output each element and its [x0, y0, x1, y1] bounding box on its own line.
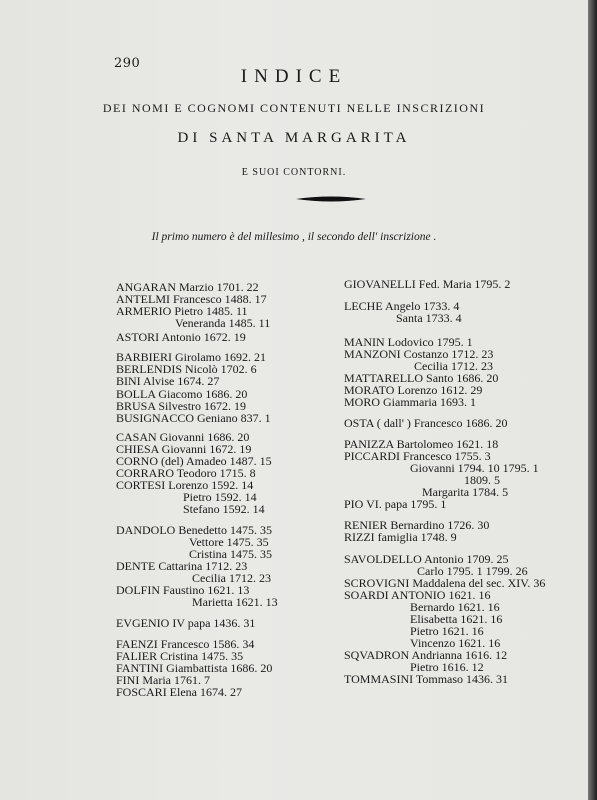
index-entry: Santa 1733. 4: [396, 311, 462, 325]
index-entry: Carlo 1795. 1 1799. 26: [417, 564, 528, 578]
index-entry: Vettore 1475. 35: [189, 535, 269, 549]
index-entry: Pietro 1616. 12: [410, 660, 484, 674]
index-entry: PICCARDI Francesco 1755. 3: [344, 449, 491, 463]
index-entry: Vincenzo 1621. 16: [410, 636, 501, 650]
index-entry: Giovanni 1794. 10 1795. 1: [410, 461, 539, 475]
index-entry: Marietta 1621. 13: [192, 595, 278, 609]
index-entry: BUSIGNACCO Geniano 837. 1: [116, 411, 271, 425]
index-entry: DANDOLO Benedetto 1475. 35: [116, 523, 272, 537]
index-entry: LECHE Angelo 1733. 4: [344, 299, 460, 313]
index-entry: BINI Alvise 1674. 27: [116, 374, 220, 388]
index-entry: EVGENIO IV papa 1436. 31: [116, 616, 256, 630]
index-entry: FOSCARI Elena 1674. 27: [116, 685, 242, 699]
index-entry: CORNO (del) Amadeo 1487. 15: [116, 454, 272, 468]
index-entry: MORO Giammaria 1693. 1: [344, 395, 476, 409]
index-entry: Pietro 1592. 14: [183, 490, 257, 504]
index-entry: BERLENDIS Nicolò 1702. 6: [116, 362, 257, 376]
index-entry: ASTORI Antonio 1672. 19: [116, 330, 246, 344]
index-entry: CORRARO Teodoro 1715. 8: [116, 466, 256, 480]
index-entry: FINI Maria 1761. 7: [116, 673, 210, 687]
index-entry: MANIN Lodovico 1795. 1: [344, 335, 473, 349]
index-entry: Pietro 1621. 16: [410, 624, 484, 638]
index-entry: SOARDI ANTONIO 1621. 16: [344, 588, 491, 602]
index-entry: FALIER Cristina 1475. 35: [116, 649, 244, 663]
index-entry: FANTINI Giambattista 1686. 20: [116, 661, 273, 675]
index-entry: BARBIERI Girolamo 1692. 21: [116, 350, 266, 364]
index-entry: DENTE Cattarina 1712. 23: [116, 559, 248, 573]
index-note: Il primo numero è del millesimo , il secondo dell' inscrizione .: [151, 231, 437, 243]
index-entry: CHIESA Giovanni 1672. 19: [116, 442, 252, 456]
index-entry: Margarita 1784. 5: [422, 485, 509, 499]
index-entry: RIZZI famiglia 1748. 9: [344, 530, 457, 544]
index-entry: OSTA ( dall' ) Francesco 1686. 20: [344, 416, 508, 430]
index-entry: Stefano 1592. 14: [183, 502, 265, 516]
index-entry: Cecilia 1712. 23: [414, 359, 493, 373]
book-page-edge: [588, 0, 597, 800]
ornament-rule: [296, 195, 366, 203]
index-entry: MORATO Lorenzo 1612. 29: [344, 383, 483, 397]
index-entry: PIO VI. papa 1795. 1: [344, 497, 447, 511]
index-entry: ARMERIO Pietro 1485. 11: [116, 304, 248, 318]
index-entry: CASAN Giovanni 1686. 20: [116, 430, 250, 444]
index-entry: MATTARELLO Santo 1686. 20: [344, 371, 499, 385]
index-entry: ANGARAN Marzio 1701. 22: [116, 280, 259, 294]
index-entry: Bernardo 1621. 16: [410, 600, 500, 614]
index-entry: PANIZZA Bartolomeo 1621. 18: [344, 437, 499, 451]
index-entry: SCROVIGNI Maddalena del sec. XIV. 36: [344, 576, 546, 590]
index-entry: SQVADRON Andrianna 1616. 12: [344, 648, 508, 662]
index-entry: Cristina 1475. 35: [189, 547, 272, 561]
page-number: 290: [114, 56, 141, 71]
index-entry: RENIER Bernardino 1726. 30: [344, 518, 490, 532]
index-entry: SAVOLDELLO Antonio 1709. 25: [344, 552, 509, 566]
index-entry: CORTESI Lorenzo 1592. 14: [116, 478, 254, 492]
index-entry: FAENZI Francesco 1586. 34: [116, 637, 255, 651]
index-subtitle-line3: E SUOI CONTORNI.: [241, 167, 347, 178]
index-entry: BOLLA Giacomo 1686. 20: [116, 387, 248, 401]
index-entry: Veneranda 1485. 11: [175, 316, 271, 330]
index-entry: TOMMASINI Tommaso 1436. 31: [344, 672, 509, 686]
index-entry: DOLFIN Faustino 1621. 13: [116, 583, 250, 597]
index-entry: GIOVANELLI Fed. Maria 1795. 2: [344, 277, 511, 291]
index-entry: Elisabetta 1621. 16: [410, 612, 503, 626]
index-subtitle-line1: DEI NOMI E COGNOMI CONTENUTI NELLE INSCRIZIONI: [102, 101, 486, 115]
index-entry: Cecilia 1712. 23: [192, 571, 271, 585]
index-subtitle-line2: DI SANTA MARGARITA: [177, 130, 411, 146]
index-entry: ANTELMI Francesco 1488. 17: [116, 292, 267, 306]
index-entry: MANZONI Costanzo 1712. 23: [344, 347, 494, 361]
index-entry: 1809. 5: [464, 473, 500, 487]
index-title: INDICE: [240, 66, 348, 87]
index-entry: BRUSA Silvestro 1672. 19: [116, 399, 247, 413]
